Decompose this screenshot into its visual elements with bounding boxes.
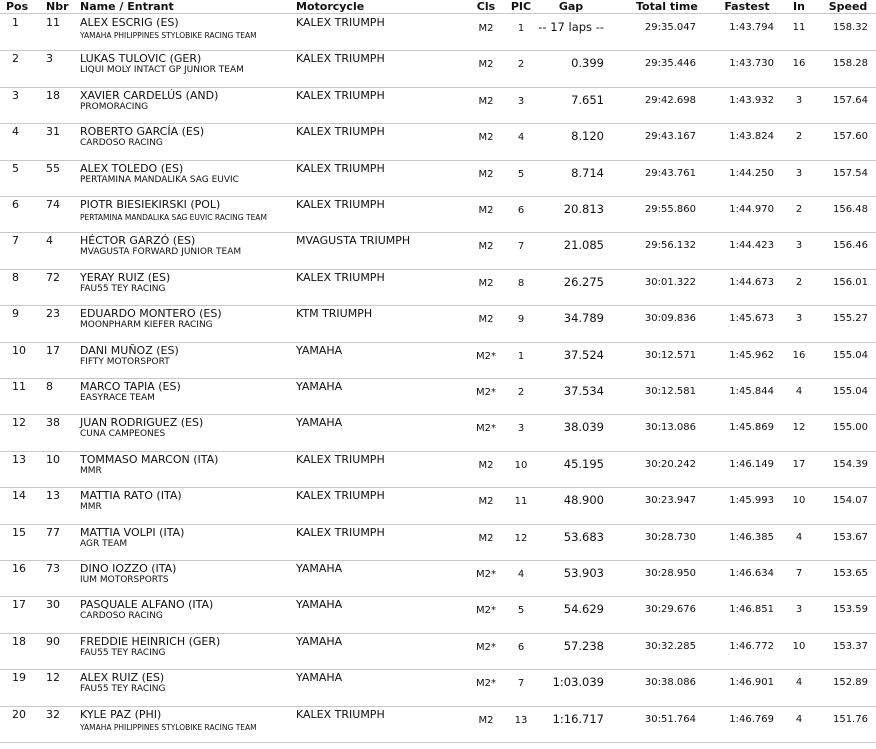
speed-cell: 155.00 <box>833 422 868 434</box>
header-pic: PIC <box>510 0 532 13</box>
class-cell: M2* <box>476 350 496 362</box>
pic-cell: 2 <box>517 387 525 398</box>
rider-name: MATTIA VOLPI (ITA) <box>80 525 185 539</box>
table-row <box>0 452 876 488</box>
in-lap-cell: 2 <box>795 131 803 143</box>
number-cell: 90 <box>46 634 60 648</box>
gap-cell: 20.813 <box>563 202 604 216</box>
number-cell: 12 <box>46 671 60 685</box>
motorcycle-cell: YAMAHA <box>296 634 343 648</box>
pos-cell: 9 <box>12 307 19 321</box>
pos-cell: 3 <box>12 88 19 102</box>
total-time-cell: 30:20.242 <box>644 458 696 470</box>
class-cell: M2* <box>476 423 496 435</box>
pos-cell: 11 <box>12 380 26 393</box>
motorcycle-cell: YAMAHA <box>296 598 343 612</box>
total-time-cell: 30:29.676 <box>644 604 696 616</box>
gap-cell: 1:03.039 <box>552 675 604 690</box>
fastest-lap-cell: 1:46.901 <box>729 677 774 689</box>
class-cell: M2* <box>476 605 496 617</box>
motorcycle-cell: KALEX TRIUMPH <box>296 452 385 466</box>
number-cell: 4 <box>46 234 53 248</box>
number-cell: 17 <box>46 343 60 357</box>
class-cell: M2* <box>476 678 496 690</box>
speed-cell: 156.48 <box>833 204 868 215</box>
rider-name: ALEX TOLEDO (ES) <box>80 161 184 175</box>
table-row <box>0 15 876 51</box>
speed-cell: 157.60 <box>833 131 868 143</box>
total-time-cell: 29:35.047 <box>644 22 696 33</box>
speed-cell: 154.07 <box>833 495 868 507</box>
team-name: LIQUI MOLY INTACT GP JUNIOR TEAM <box>80 65 244 76</box>
results-header <box>0 0 876 14</box>
fastest-lap-cell: 1:44.423 <box>729 240 774 252</box>
rider-name: DINO IOZZO (ITA) <box>80 562 177 575</box>
total-time-cell: 30:28.730 <box>644 531 696 543</box>
team-name: CARDOSO RACING <box>80 611 163 622</box>
speed-cell: 153.65 <box>833 568 868 579</box>
motorcycle-cell: KALEX TRIUMPH <box>296 52 385 66</box>
pos-cell: 8 <box>12 270 19 284</box>
in-lap-cell: 17 <box>792 458 806 470</box>
class-cell: M2 <box>478 277 494 289</box>
team-name: CARDOSO RACING <box>80 138 163 149</box>
table-row <box>0 670 876 706</box>
total-time-cell: 29:35.446 <box>644 58 696 70</box>
fastest-lap-cell: 1:43.932 <box>729 94 774 106</box>
motorcycle-cell: KALEX TRIUMPH <box>296 525 385 539</box>
team-name: CUNA CAMPEONES <box>80 429 166 440</box>
speed-cell: 158.32 <box>833 22 868 33</box>
rider-name: EDUARDO MONTERO (ES) <box>80 307 222 321</box>
speed-cell: 154.39 <box>833 458 868 470</box>
rider-name: XAVIER CARDELÚS (AND) <box>80 88 219 102</box>
pic-cell: 13 <box>514 714 528 726</box>
pos-cell: 6 <box>12 198 19 211</box>
gap-cell: 34.789 <box>563 311 604 326</box>
fastest-lap-cell: 1:45.869 <box>729 422 774 434</box>
gap-cell: 37.534 <box>563 384 604 398</box>
class-cell: M2 <box>478 132 494 144</box>
pic-cell: 4 <box>517 132 525 144</box>
total-time-cell: 30:13.086 <box>644 422 696 434</box>
gap-cell: 54.629 <box>563 602 604 617</box>
motorcycle-cell: YAMAHA <box>296 380 343 393</box>
number-cell: 32 <box>46 707 60 721</box>
class-cell: M2 <box>478 241 494 253</box>
speed-cell: 153.67 <box>833 531 868 543</box>
gap-cell: 21.085 <box>563 238 604 253</box>
pos-cell: 13 <box>12 452 26 466</box>
pos-cell: 2 <box>12 52 19 66</box>
motorcycle-cell: KALEX TRIUMPH <box>296 16 385 29</box>
pic-cell: 6 <box>517 641 525 653</box>
header-name: Name / Entrant <box>80 0 174 13</box>
team-name: YAMAHA PHILIPPINES STYLOBIKE RACING TEAM <box>80 722 257 732</box>
total-time-cell: 30:09.836 <box>644 313 696 325</box>
in-lap-cell: 2 <box>795 276 803 288</box>
rider-name: DANI MUÑOZ (ES) <box>80 343 179 357</box>
rider-name: LUKAS TULOVIC (GER) <box>80 52 202 66</box>
number-cell: 38 <box>46 416 60 430</box>
table-row <box>0 270 876 306</box>
pic-cell: 1 <box>517 350 525 362</box>
fastest-lap-cell: 1:46.385 <box>729 531 774 543</box>
gap-cell: -- 17 laps -- <box>538 20 604 34</box>
number-cell: 11 <box>46 16 60 29</box>
fastest-lap-cell: 1:43.794 <box>729 22 774 33</box>
pic-cell: 12 <box>514 532 528 544</box>
rider-name: MARCO TAPIA (ES) <box>80 380 181 393</box>
pic-cell: 7 <box>517 678 525 690</box>
motorcycle-cell: KTM TRIUMPH <box>296 307 373 321</box>
team-name: AGR TEAM <box>80 538 128 549</box>
rider-name: JUAN RODRIGUEZ (ES) <box>80 416 204 430</box>
pos-cell: 7 <box>12 234 19 248</box>
team-name: MVAGUSTA FORWARD JUNIOR TEAM <box>80 247 242 258</box>
number-cell: 3 <box>46 52 53 66</box>
total-time-cell: 29:56.132 <box>644 240 696 252</box>
pic-cell: 4 <box>517 569 525 580</box>
table-row <box>0 707 876 743</box>
pos-cell: 10 <box>12 343 26 357</box>
row-divider <box>0 742 876 743</box>
motorcycle-cell: KALEX TRIUMPH <box>296 270 385 284</box>
table-row <box>0 379 876 415</box>
motorcycle-cell: KALEX TRIUMPH <box>296 125 385 139</box>
motorcycle-cell: KALEX TRIUMPH <box>296 707 385 721</box>
total-time-cell: 29:43.167 <box>644 131 696 143</box>
class-cell: M2 <box>478 168 494 180</box>
gap-cell: 38.039 <box>563 420 604 435</box>
class-cell: M2 <box>478 714 494 726</box>
motorcycle-cell: YAMAHA <box>296 416 343 430</box>
number-cell: 10 <box>46 452 60 466</box>
class-cell: M2 <box>478 23 494 34</box>
gap-cell: 53.683 <box>563 529 604 544</box>
speed-cell: 153.37 <box>833 640 868 652</box>
number-cell: 13 <box>46 489 60 503</box>
total-time-cell: 30:51.764 <box>644 713 696 725</box>
number-cell: 31 <box>46 125 60 139</box>
total-time-cell: 29:43.761 <box>644 167 696 179</box>
header-motorcycle: Motorcycle <box>296 0 365 13</box>
in-lap-cell: 3 <box>795 313 803 325</box>
number-cell: 30 <box>46 598 60 612</box>
pos-cell: 16 <box>12 562 26 575</box>
total-time-cell: 29:42.698 <box>644 94 696 106</box>
pic-cell: 5 <box>517 605 525 617</box>
gap-cell: 48.900 <box>563 493 604 508</box>
rider-name: ROBERTO GARCÍA (ES) <box>80 125 205 139</box>
number-cell: 72 <box>46 270 60 284</box>
gap-cell: 1:16.717 <box>552 711 604 726</box>
in-lap-cell: 10 <box>792 640 806 652</box>
rider-name: MATTIA RATO (ITA) <box>80 489 182 503</box>
total-time-cell: 30:12.571 <box>644 349 696 361</box>
pic-cell: 9 <box>517 314 525 326</box>
speed-cell: 155.27 <box>833 313 868 325</box>
speed-cell: 157.64 <box>833 94 868 106</box>
table-row <box>0 306 876 342</box>
team-name: YAMAHA PHILIPPINES STYLOBIKE RACING TEAM <box>80 31 257 40</box>
fastest-lap-cell: 1:46.772 <box>729 640 774 652</box>
speed-cell: 155.04 <box>833 349 868 361</box>
pos-cell: 20 <box>12 707 26 721</box>
rider-name: FREDDIE HEINRICH (GER) <box>80 634 221 648</box>
gap-cell: 0.399 <box>571 56 604 71</box>
gap-cell: 7.651 <box>571 92 604 107</box>
pos-cell: 4 <box>12 125 19 139</box>
table-row <box>0 161 876 197</box>
pos-cell: 12 <box>12 416 26 430</box>
total-time-cell: 30:12.581 <box>644 386 696 397</box>
pos-cell: 5 <box>12 161 19 175</box>
total-time-cell: 30:32.285 <box>644 640 696 652</box>
motorcycle-cell: KALEX TRIUMPH <box>296 489 385 503</box>
in-lap-cell: 4 <box>795 677 803 689</box>
fastest-lap-cell: 1:44.250 <box>729 167 774 179</box>
pos-cell: 14 <box>12 489 26 503</box>
rider-name: KYLE PAZ (PHI) <box>80 707 162 721</box>
team-name: MOONPHARM KIEFER RACING <box>80 320 213 331</box>
number-cell: 18 <box>46 88 60 102</box>
gap-cell: 45.195 <box>563 456 604 471</box>
fastest-lap-cell: 1:45.993 <box>729 495 774 507</box>
fastest-lap-cell: 1:45.673 <box>729 313 774 325</box>
pic-cell: 5 <box>517 168 525 180</box>
rider-name: PIOTR BIESIEKIRSKI (POL) <box>80 198 221 211</box>
fastest-lap-cell: 1:46.634 <box>729 568 774 579</box>
gap-cell: 53.903 <box>563 566 604 580</box>
header-gap: Gap <box>558 0 584 13</box>
in-lap-cell: 11 <box>792 22 806 33</box>
in-lap-cell: 16 <box>792 58 806 70</box>
total-time-cell: 30:01.322 <box>644 276 696 288</box>
fastest-lap-cell: 1:45.962 <box>729 349 774 361</box>
class-cell: M2 <box>478 459 494 471</box>
speed-cell: 158.28 <box>833 58 868 70</box>
table-row <box>0 124 876 160</box>
team-name: FIFTY MOTORSPORT <box>80 356 170 367</box>
pic-cell: 8 <box>517 277 525 289</box>
pic-cell: 3 <box>517 95 525 107</box>
in-lap-cell: 2 <box>795 204 803 215</box>
pos-cell: 19 <box>12 671 26 685</box>
motorcycle-cell: YAMAHA <box>296 562 343 575</box>
team-name: MMR <box>80 465 102 476</box>
team-name: PROMORACING <box>80 101 149 112</box>
header-rule <box>0 13 876 14</box>
table-row <box>0 197 876 233</box>
motorcycle-cell: YAMAHA <box>296 343 343 357</box>
total-time-cell: 30:28.950 <box>644 568 696 579</box>
in-lap-cell: 4 <box>795 386 803 397</box>
pic-cell: 7 <box>517 241 525 253</box>
class-cell: M2* <box>476 569 496 580</box>
header-total-time: Total time <box>636 0 698 13</box>
table-row <box>0 488 876 524</box>
total-time-cell: 30:23.947 <box>644 495 696 507</box>
speed-cell: 151.76 <box>833 713 868 725</box>
team-name: IUM MOTORSPORTS <box>80 575 169 585</box>
fastest-lap-cell: 1:46.149 <box>729 458 774 470</box>
table-row <box>0 51 876 87</box>
fastest-lap-cell: 1:45.844 <box>729 386 774 397</box>
in-lap-cell: 3 <box>795 604 803 616</box>
rider-name: TOMMASO MARCON (ITA) <box>80 452 219 466</box>
in-lap-cell: 4 <box>795 531 803 543</box>
pic-cell: 10 <box>514 459 528 471</box>
class-cell: M2* <box>476 641 496 653</box>
class-cell: M2 <box>478 314 494 326</box>
speed-cell: 155.04 <box>833 386 868 397</box>
number-cell: 77 <box>46 525 60 539</box>
number-cell: 23 <box>46 307 60 321</box>
pos-cell: 1 <box>12 16 19 29</box>
total-time-cell: 29:55.860 <box>644 204 696 215</box>
speed-cell: 152.89 <box>833 677 868 689</box>
table-row <box>0 634 876 670</box>
in-lap-cell: 3 <box>795 240 803 252</box>
speed-cell: 156.46 <box>833 240 868 252</box>
rider-name: ALEX ESCRIG (ES) <box>80 16 179 29</box>
gap-cell: 26.275 <box>563 274 604 289</box>
header-cls: Cls <box>476 0 496 13</box>
number-cell: 8 <box>46 380 53 393</box>
motorcycle-cell: KALEX TRIUMPH <box>296 198 385 211</box>
class-cell: M2* <box>476 387 496 398</box>
pos-cell: 15 <box>12 525 26 539</box>
class-cell: M2 <box>478 205 494 216</box>
in-lap-cell: 3 <box>795 167 803 179</box>
team-name: PERTAMINA MANDALIKA SAG EUVIC RACING TEAM <box>80 213 267 222</box>
header-pos: Pos <box>6 0 29 13</box>
fastest-lap-cell: 1:44.673 <box>729 276 774 288</box>
pic-cell: 2 <box>517 59 525 71</box>
in-lap-cell: 16 <box>792 349 806 361</box>
number-cell: 74 <box>46 198 60 211</box>
fastest-lap-cell: 1:43.730 <box>729 58 774 70</box>
class-cell: M2 <box>478 532 494 544</box>
header-fastest: Fastest <box>724 0 770 13</box>
pic-cell: 6 <box>517 205 525 216</box>
table-row <box>0 561 876 597</box>
rider-name: PASQUALE ALFANO (ITA) <box>80 598 214 612</box>
header-nbr: Nbr <box>46 0 69 13</box>
motorcycle-cell: KALEX TRIUMPH <box>296 88 385 102</box>
team-name: MMR <box>80 502 102 513</box>
table-row <box>0 233 876 269</box>
class-cell: M2 <box>478 95 494 107</box>
speed-cell: 156.01 <box>833 276 868 288</box>
rider-name: HÉCTOR GARZÓ (ES) <box>80 234 196 248</box>
number-cell: 73 <box>46 562 60 575</box>
table-row <box>0 88 876 124</box>
gap-cell: 8.714 <box>571 165 604 180</box>
team-name: FAU55 TEY RACING <box>80 684 166 695</box>
team-name: EASYRACE TEAM <box>80 393 155 403</box>
header-speed: Speed <box>828 0 868 13</box>
fastest-lap-cell: 1:43.824 <box>729 131 774 143</box>
motorcycle-cell: MVAGUSTA TRIUMPH <box>296 234 411 248</box>
in-lap-cell: 7 <box>795 568 803 579</box>
speed-cell: 157.54 <box>833 167 868 179</box>
fastest-lap-cell: 1:46.851 <box>729 604 774 616</box>
class-cell: M2 <box>478 59 494 71</box>
in-lap-cell: 12 <box>792 422 806 434</box>
in-lap-cell: 3 <box>795 94 803 106</box>
header-in: In <box>793 0 805 13</box>
pic-cell: 1 <box>517 23 525 34</box>
speed-cell: 153.59 <box>833 604 868 616</box>
table-row <box>0 597 876 633</box>
team-name: FAU55 TEY RACING <box>80 647 166 658</box>
in-lap-cell: 4 <box>795 713 803 725</box>
motorcycle-cell: YAMAHA <box>296 671 343 685</box>
gap-cell: 37.524 <box>563 347 604 362</box>
pic-cell: 11 <box>514 496 528 508</box>
gap-cell: 57.238 <box>563 638 604 653</box>
number-cell: 55 <box>46 161 60 175</box>
pos-cell: 18 <box>12 634 26 648</box>
rider-name: ALEX RUIZ (ES) <box>80 671 165 685</box>
pos-cell: 17 <box>12 598 26 612</box>
in-lap-cell: 10 <box>792 495 806 507</box>
table-row <box>0 343 876 379</box>
gap-cell: 8.120 <box>571 129 604 144</box>
team-name: PERTAMINA MANDALIKA SAG EUVIC <box>80 174 239 185</box>
fastest-lap-cell: 1:44.970 <box>729 204 774 215</box>
table-row <box>0 525 876 561</box>
fastest-lap-cell: 1:46.769 <box>729 713 774 725</box>
class-cell: M2 <box>478 496 494 508</box>
table-row <box>0 415 876 451</box>
pic-cell: 3 <box>517 423 525 435</box>
motorcycle-cell: KALEX TRIUMPH <box>296 161 385 175</box>
team-name: FAU55 TEY RACING <box>80 283 166 294</box>
rider-name: YERAY RUIZ (ES) <box>80 270 171 284</box>
total-time-cell: 30:38.086 <box>644 677 696 689</box>
